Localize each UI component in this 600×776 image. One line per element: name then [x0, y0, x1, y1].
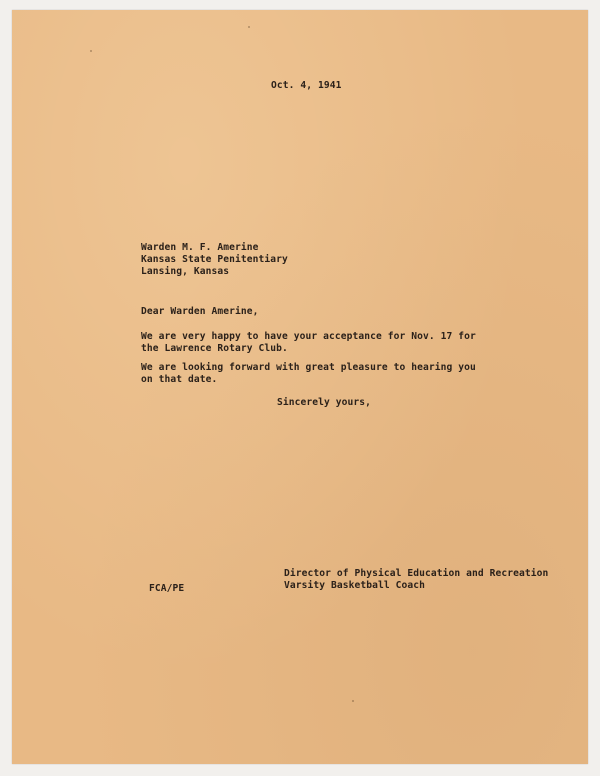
paragraph-2-line-1: We are looking forward with great pleasure to hearing you [141, 362, 476, 373]
letter-date: Oct. 4, 1941 [271, 80, 342, 91]
closing: Sincerely yours, [277, 397, 372, 408]
paper-speck [90, 50, 92, 52]
recipient-institution: Kansas State Penitentiary [141, 254, 288, 265]
recipient-location: Lansing, Kansas [141, 266, 230, 277]
paper-speck [248, 26, 250, 28]
signature-title-1: Director of Physical Education and Recreation [284, 568, 549, 579]
paper-speck [352, 700, 354, 702]
paragraph-2-line-2: on that date. [141, 374, 218, 385]
letter-page [12, 10, 588, 764]
salutation: Dear Warden Amerine, [141, 306, 259, 317]
paragraph-1-line-2: the Lawrence Rotary Club. [141, 343, 288, 354]
typist-initials: FCA/PE [149, 583, 185, 594]
signature-title-2: Varsity Basketball Coach [284, 580, 426, 591]
paragraph-1-line-1: We are very happy to have your acceptance for Nov. 17 for [141, 331, 476, 342]
recipient-name: Warden M. F. Amerine [141, 242, 259, 253]
